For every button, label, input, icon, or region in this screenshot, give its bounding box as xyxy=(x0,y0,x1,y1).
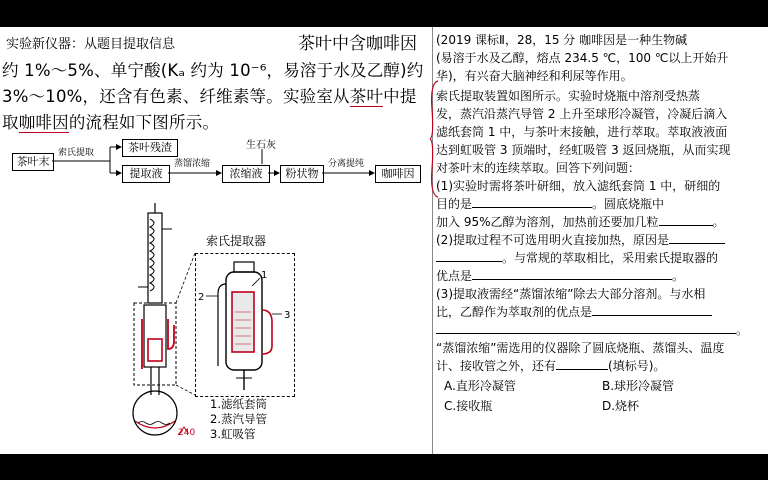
passage-line-3: 取咖啡因的流程如下图所示。 xyxy=(2,113,220,132)
question-3-line-4: “蒸馏浓缩”需选用的仪器除了圆底烧瓶、蒸馏头、温度 xyxy=(436,341,725,355)
text-line-4: 索氏提取装置如图所示。实验时烧瓶中溶剂受热蒸 xyxy=(436,89,701,103)
legend-item-1: 1.滤纸套筒 xyxy=(210,397,267,411)
label-number-2: 2 xyxy=(198,292,205,303)
flow-label-purify: 分离提纯 xyxy=(328,159,365,169)
apparatus-title: 索氏提取器 xyxy=(206,234,267,248)
label-number-3: 3 xyxy=(284,310,291,321)
answer-blank-8[interactable] xyxy=(556,369,608,370)
apparatus-legend xyxy=(210,397,267,442)
option-a[interactable]: A.直形冷凝管 xyxy=(444,379,516,393)
flow-label-lime: 生石灰 xyxy=(246,140,276,151)
flow-box-product: 咖啡因 xyxy=(375,165,421,183)
text-line-6: 滤纸套筒 1 中，与茶叶末接触，进行萃取。萃取液液面 xyxy=(436,125,728,139)
text-line-2: (易溶于水及乙醇，熔点 234.5 ℃，100 ℃以上开始升 xyxy=(436,51,729,65)
left-panel xyxy=(0,27,431,454)
question-3-line-5: 计、接收管之外，还有 (填标号)。 xyxy=(436,359,666,373)
answer-blank-7[interactable] xyxy=(436,333,736,334)
question-header: (2019 课标Ⅱ，28，15 分 咖啡因是一种生物碱 xyxy=(436,33,688,47)
answer-blank-1[interactable] xyxy=(472,207,592,208)
question-3-line-1: (3)提取液需经“蒸馏浓缩”除去大部分溶剂。与水相 xyxy=(436,287,706,301)
answer-blank-5[interactable] xyxy=(472,279,672,280)
flow-arrows xyxy=(0,27,431,207)
question-1-line-2: 目的是 。圆底烧瓶中 xyxy=(436,197,665,211)
question-2-line-1: (2)提取过程不可选用明火直接加热，原因是 xyxy=(436,231,725,248)
extractor-detail xyxy=(196,254,294,396)
section-heading: 实验新仪器：从题目提取信息 xyxy=(6,37,176,52)
legend-item-3: 3.虹吸管 xyxy=(210,427,256,441)
question-3-line-2: 比，乙醇作为萃取剂的优点是 xyxy=(436,303,712,320)
option-b[interactable]: B.球形冷凝管 xyxy=(602,379,675,393)
flow-box-concentrate: 浓缩液 xyxy=(222,165,270,183)
passage-title: 茶叶中含咖啡因 xyxy=(298,34,417,54)
passage-line-1: 约 1%～5%、单宁酸(Kₐ 约为 10⁻⁶，易溶于水及乙醇)约 xyxy=(2,61,424,80)
handwritten-note: 240 xyxy=(178,428,196,438)
flow-box-powder: 粉状物 xyxy=(280,165,324,183)
question-2-line-2: 。与常规的萃取相比，采用索氏提取器的 xyxy=(436,249,718,266)
text-line-8: 对茶叶末的连续萃取。回答下列问题： xyxy=(436,161,641,175)
right-panel xyxy=(436,27,768,454)
flow-box-extract: 提取液 xyxy=(122,165,170,183)
label-number-1: 1 xyxy=(261,270,268,281)
flow-box-waste: 茶叶残渣 xyxy=(122,139,178,157)
option-d[interactable]: D.烧杯 xyxy=(602,399,640,413)
question-1-line-3: 加入 95%乙醇为溶剂，加热前还要加几粒 。 xyxy=(436,215,725,229)
option-c[interactable]: C.接收瓶 xyxy=(444,399,493,413)
passage-line-2: 3%～10%，还含有色素、纤维素等。实验室从茶叶中提 xyxy=(2,87,417,106)
extractor-zoom-panel xyxy=(195,234,295,397)
text-line-3: 华)，有兴奋大脑神经和利尿等作用。 xyxy=(436,69,633,83)
highlight-tea: 茶叶 xyxy=(349,87,384,106)
text-line-7: 达到虹吸管 3 顶端时，经虹吸管 3 返回烧瓶，从而实现 xyxy=(436,143,731,157)
answer-blank-3[interactable] xyxy=(669,243,725,244)
flow-label-distill: 蒸馏浓缩 xyxy=(174,159,211,169)
question-1-line-1: (1)实验时需将茶叶研细，放入滤纸套筒 1 中，研细的 xyxy=(436,179,721,193)
legend-item-2: 2.蒸汽导管 xyxy=(210,412,267,426)
text-line-5: 发，蒸汽沿蒸汽导管 2 上升至球形冷凝管，冷凝后滴入 xyxy=(436,107,728,121)
question-2-line-3: 优点是 。 xyxy=(436,269,685,283)
answer-blank-6[interactable] xyxy=(592,315,712,316)
flow-box-start: 茶叶末 xyxy=(12,153,54,171)
answer-blank-4[interactable] xyxy=(436,261,502,262)
flow-label-soxhlet: 索氏提取 xyxy=(58,148,95,158)
slide-frame xyxy=(0,27,768,454)
highlight-caffeine: 咖啡因 xyxy=(18,113,69,132)
answer-blank-2[interactable] xyxy=(659,225,713,226)
question-3-line-3: 。 xyxy=(436,321,748,338)
